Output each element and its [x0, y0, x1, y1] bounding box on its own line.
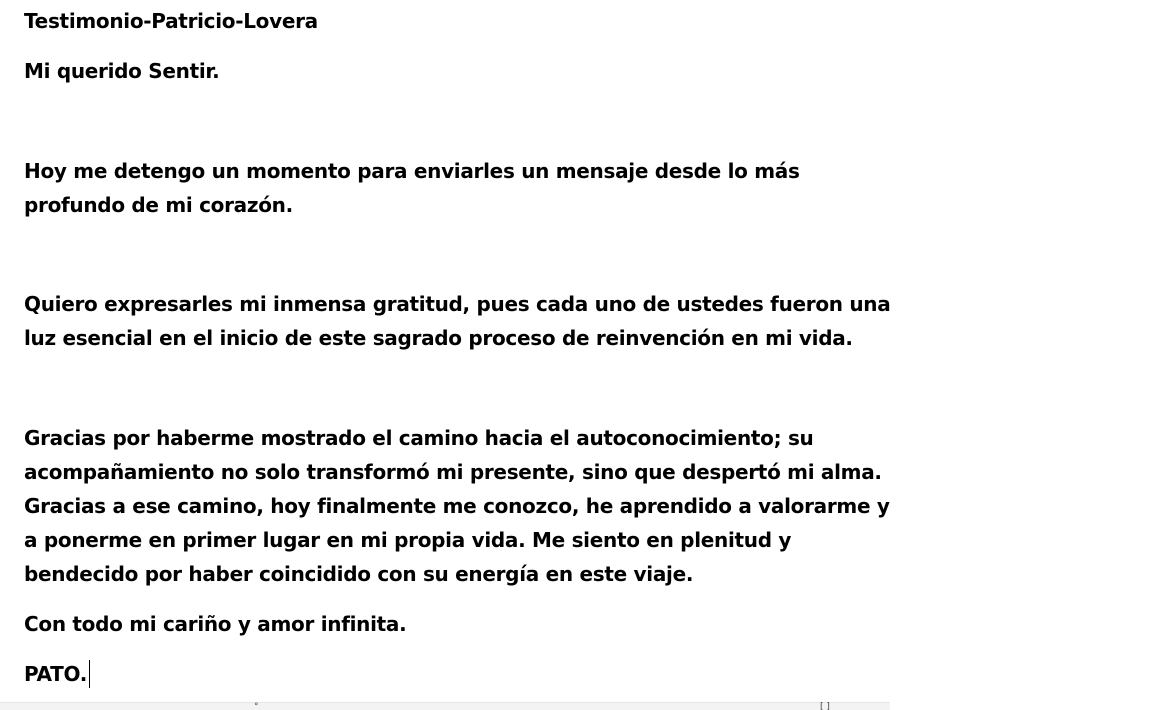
paragraph-2-line-2: luz esencial en el inicio de este sagrado proceso de reinvención en mi vida. — [24, 326, 853, 350]
greeting-line: Mi querido Sentir. — [24, 59, 220, 83]
signature-text: PATO. — [24, 662, 88, 686]
document-title: Testimonio-Patricio-Lovera — [24, 9, 318, 33]
paragraph-1-line-1: Hoy me detengo un momento para enviarles un mensaje desde lo más — [24, 159, 800, 183]
closing-line: Con todo mi cariño y amor infinita. — [24, 612, 407, 636]
bottom-toolbar — [0, 702, 890, 710]
paragraph-3-line-2: acompañamiento no solo transformó mi presente, sino que despertó mi alma. — [24, 460, 882, 484]
signature-line — [24, 657, 90, 691]
fullscreen-icon[interactable]: [ ] — [820, 702, 830, 710]
paragraph-3-line-1: Gracias por haberme mostrado el camino hacia el autoconocimiento; su — [24, 426, 814, 450]
toolbar-dot-icon[interactable]: ° — [254, 702, 259, 710]
paragraph-1-line-2: profundo de mi corazón. — [24, 193, 293, 217]
paragraph-3-line-5: bendecido por haber coincidido con su energía en este viaje. — [24, 562, 694, 586]
paragraph-3-line-4: a ponerme en primer lugar en mi propia vida. Me siento en plenitud y — [24, 528, 792, 552]
text-cursor — [89, 660, 90, 688]
paragraph-2-line-1: Quiero expresarles mi inmensa gratitud, pues cada uno de ustedes fueron una — [24, 292, 891, 316]
paragraph-3-line-3: Gracias a ese camino, hoy finalmente me conozco, he aprendido a valorarme y — [24, 494, 890, 518]
